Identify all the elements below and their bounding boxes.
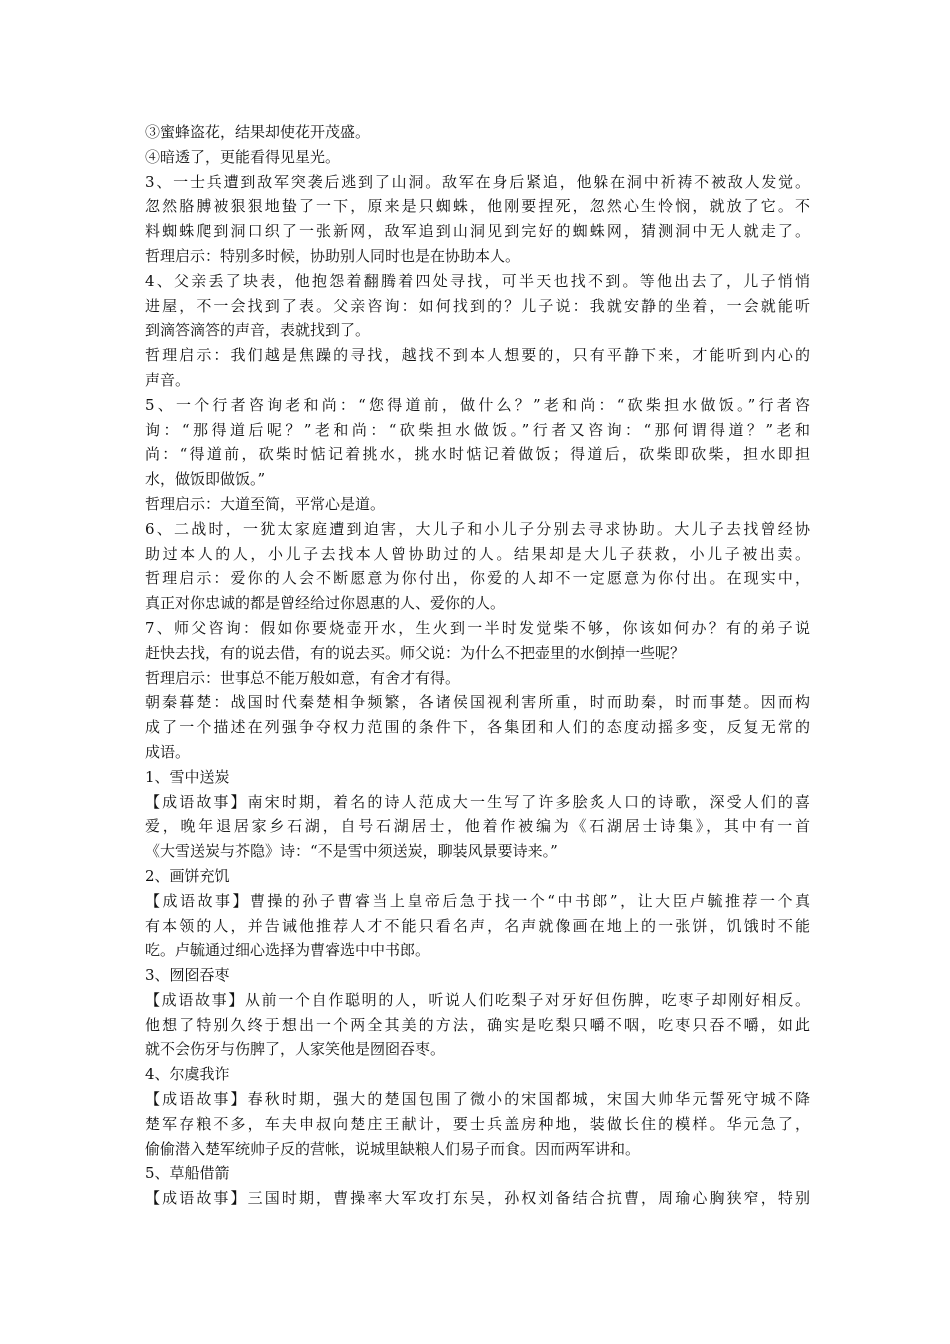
- text-line: 询：“那得道后呢？”老和尚：“砍柴担水做饭。”行者又咨询：“那何谓得道？”老和: [145, 420, 810, 439]
- text-line: 《大雪送炭与芥隐》诗：“不是雪中须送炭，聊装风景要诗来。”: [145, 842, 558, 861]
- text-line: 他想了特别久终于想出一个两全其美的方法，确实是吃梨只嚼不咽，吃枣只吞不嚼，如此: [145, 1015, 810, 1034]
- text-line: 3、一士兵遭到敌军突袭后逃到了山洞。敌军在身后紧追，他躲在洞中祈祷不被敌人发觉。: [145, 172, 810, 191]
- text-line: ③蜜蜂盗花，结果却使花开茂盛。: [145, 123, 371, 141]
- text-line: 【成语故事】曹操的孙子曹睿当上皇帝后急于找一个“中书郎”，让大臣卢毓推荐一个真: [145, 891, 810, 910]
- text-line: 声音。: [145, 370, 191, 389]
- section-heading: 2、画饼充饥: [145, 866, 230, 885]
- text-line: 助过本人的人，小儿子去找本人曾协助过的人。结果却是大儿子获救，小儿子被出卖。: [145, 544, 810, 563]
- text-line: 【成语故事】春秋时期，强大的楚国包围了微小的宋国都城，宋国大帅华元誓死守城不降: [145, 1090, 810, 1109]
- text-line: 赶快去找，有的说去借，有的说去买。师父说：为什么不把壶里的水倒掉一些呢？: [145, 643, 686, 662]
- section-heading: 5、草船借箭: [145, 1164, 230, 1183]
- text-line: 爱，晚年退居家乡石湖，自号石湖居士，他着作被编为《石湖居士诗集》，其中有一首: [145, 817, 810, 836]
- text-line: 有本领的人，并告诫他推荐人才不能只看名声，名声就像画在地上的一张饼，饥饿时不能: [145, 916, 810, 935]
- text-line: 7、师父咨询：假如你要烧壶开水，生火到一半时发觉柴不够，你该如何办？有的弟子说: [145, 618, 810, 637]
- text-line: 进屋，不一会找到了表。父亲咨询：如何找到的？儿子说：我就安静的坐着，一会就能听: [145, 296, 810, 315]
- text-line: 就不会伤牙与伤脾了，人家笑他是囫囵吞枣。: [145, 1040, 446, 1059]
- text-line: 哲理启示：世事总不能万般如意，有舍才有得。: [145, 668, 461, 687]
- text-line: 真正对你忠诚的都是曾经给过你恩惠的人、爱你的人。: [145, 594, 506, 613]
- text-line: 【成语故事】三国时期，曹操率大军攻打东吴，孙权刘备结合抗曹，周瑜心胸狭窄，特别: [145, 1189, 810, 1208]
- text-line: 哲理启示：爱你的人会不断愿意为你付出，你爱的人却不一定愿意为你付出。在现实中，: [145, 569, 810, 588]
- text-line: 尚：“得道前，砍柴时惦记着挑水，挑水时惦记着做饭；得道后，砍柴即砍柴，担水即担: [145, 445, 810, 464]
- text-line: 吃。卢毓通过细心选择为曹睿选中中书郎。: [145, 941, 431, 960]
- text-line: 6、二战时，一犹太家庭遭到迫害，大儿子和小儿子分别去寻求协助。大儿子去找曾经协: [145, 519, 810, 538]
- text-line: 【成语故事】南宋时期，着名的诗人范成大一生写了许多脍炙人口的诗歌，深受人们的喜: [145, 792, 810, 811]
- text-line: 料蜘蛛爬到洞口织了一张新网，敌军追到山洞见到完好的蜘蛛网，猜测洞中无人就走了。: [145, 222, 810, 241]
- text-line: 4、父亲丢了块表，他抱怨着翻腾着四处寻找，可半天也找不到。等他出去了，儿子悄悄: [145, 271, 810, 290]
- text-line: 哲理启示：我们越是焦躁的寻找，越找不到本人想要的，只有平静下来，才能听到内心的: [145, 346, 810, 365]
- text-line: 偷偷潜入楚军统帅子反的营帐，说城里缺粮人们易子而食。因而两军讲和。: [145, 1139, 641, 1158]
- document-body: [145, 120, 810, 1211]
- section-heading: 3、囫囵吞枣: [145, 966, 230, 985]
- text-line: 【成语故事】从前一个自作聪明的人，听说人们吃梨子对牙好但伤脾，吃枣子却刚好相反。: [145, 990, 810, 1009]
- text-line: 水，做饭即做饭。”: [145, 470, 266, 489]
- section-heading: 1、雪中送炭: [145, 767, 230, 786]
- text-line: 到滴答滴答的声音，表就找到了。: [145, 321, 371, 340]
- text-line: 忽然胳膊被狠狠地蛰了一下，原来是只蜘蛛，他刚要捏死，忽然心生怜悯，就放了它。不: [145, 197, 810, 216]
- text-line: 5、一个行者咨询老和尚：“您得道前，做什么？”老和尚：“砍柴担水做饭。”行者咨: [145, 395, 810, 414]
- section-heading: 4、尔虞我诈: [145, 1065, 230, 1084]
- text-line: ④暗透了，更能看得见星光。: [145, 147, 341, 166]
- text-line: 成语。: [145, 742, 191, 761]
- text-line: 哲理启示：特别多时候，协助别人同时也是在协助本人。: [145, 246, 521, 265]
- text-line: 哲理启示：大道至简，平常心是道。: [145, 494, 386, 513]
- text-line: 成了一个描述在列强争夺权力范围的条件下，各集团和人们的态度动摇多变，反复无常的: [145, 718, 810, 737]
- text-line: 朝秦暮楚：战国时代秦楚相争频繁，各诸侯国视利害所重，时而助秦，时而事楚。因而构: [145, 693, 810, 712]
- text-line: 楚军存粮不多，车夫申叔向楚庄王献计，要士兵盖房种地，装做长住的模样。华元急了，: [145, 1114, 810, 1133]
